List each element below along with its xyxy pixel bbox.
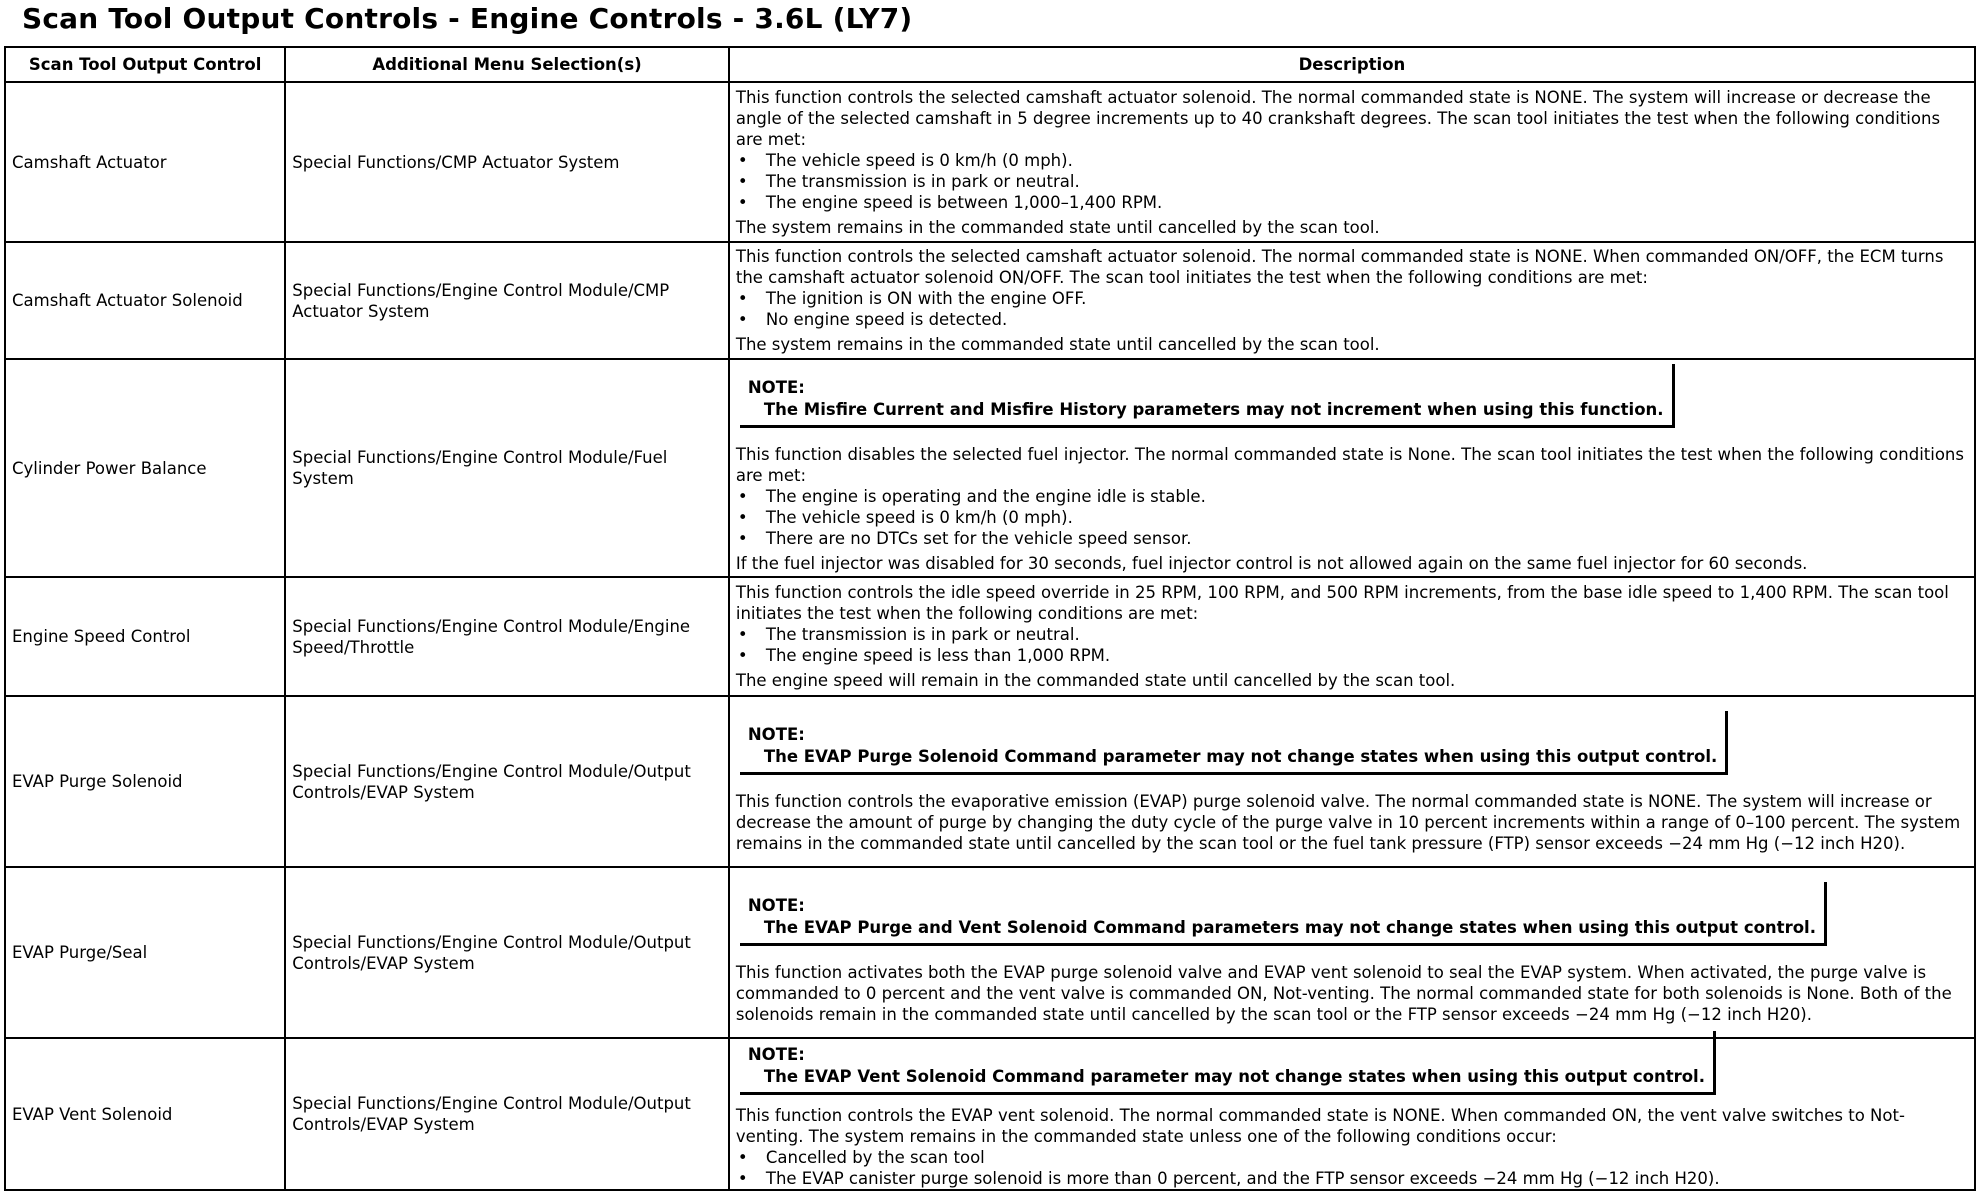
description-intro: This function controls the evaporative emission (EVAP) purge solenoid valve. The normal commanded state is NONE. The system will increase or decrease the amount of purge by changing the duty cycle of the purge valve in 10 percent increments within a range of 0–100 percent. The system remains in the commanded state until cancelled by the scan tool or the fuel tank pressure (FTP) sensor exceeds −24 mm Hg (−12 inch H20). [735, 792, 1961, 853]
header-menu: Additional Menu Selection(s) [285, 47, 729, 82]
list-item: • There are no DTCs set for the vehicle speed sensor. [736, 528, 1968, 549]
table-row [5, 359, 1975, 577]
note-label: NOTE: [747, 896, 805, 915]
table-row [5, 577, 1975, 696]
description-intro: This function disables the selected fuel injector. The normal commanded state is None. The scan tool initiates the test when the following conditions are met: [735, 445, 1964, 485]
output-controls-table [4, 46, 1976, 1191]
description-intro: This function controls the idle speed override in 25 RPM, 100 RPM, and 500 RPM increments, from the base idle speed to 1,400 RPM. The scan tool initiates the test when the following conditions are met: [735, 583, 1949, 623]
list-item: • The vehicle speed is 0 km/h (0 mph). [736, 150, 1968, 171]
description-tail: The system remains in the commanded state until cancelled by the scan tool. [735, 335, 1380, 354]
description-intro: This function controls the EVAP vent solenoid. The normal commanded state is NONE. When commanded ON, the vent valve switches to Not-venting. The system remains in the commanded state unless one of the following conditions occur: [735, 1106, 1905, 1146]
description-cell [729, 696, 1975, 867]
table-row [5, 696, 1975, 867]
note-label: NOTE: [747, 1045, 805, 1064]
control-name: EVAP Purge Solenoid [5, 696, 285, 867]
description-cell [729, 359, 1975, 577]
list-item: • The ignition is ON with the engine OFF. [736, 288, 1968, 309]
note-label: NOTE: [747, 725, 805, 744]
condition-list [736, 150, 1968, 213]
condition-list [736, 624, 1968, 666]
note-box [740, 894, 1827, 946]
description-cell [729, 82, 1975, 242]
menu-path: Special Functions/Engine Control Module/Output Controls/EVAP System [285, 867, 729, 1038]
table-row [5, 867, 1975, 1038]
note-text: The EVAP Vent Solenoid Command parameter may not change states when using this output control. [763, 1067, 1705, 1086]
note-box [740, 1043, 1716, 1095]
table-row [5, 82, 1975, 242]
note-text: The Misfire Current and Misfire History parameters may not increment when using this function. [763, 400, 1664, 419]
control-name: EVAP Purge/Seal [5, 867, 285, 1038]
list-item: • Cancelled by the scan tool [736, 1147, 1968, 1168]
description-cell [729, 242, 1975, 359]
list-item: • The vehicle speed is 0 km/h (0 mph). [736, 507, 1968, 528]
condition-list [736, 288, 1968, 330]
note-box [740, 723, 1728, 775]
table-row [5, 242, 1975, 359]
list-item: • No engine speed is detected. [736, 309, 1968, 330]
note-label: NOTE: [747, 378, 805, 397]
control-name: Camshaft Actuator Solenoid [5, 242, 285, 359]
menu-path: Special Functions/Engine Control Module/Engine Speed/Throttle [285, 577, 729, 696]
list-item: • The transmission is in park or neutral. [736, 624, 1968, 645]
menu-path: Special Functions/Engine Control Module/Fuel System [285, 359, 729, 577]
description-intro: This function controls the selected camshaft actuator solenoid. The normal commanded state is NONE. The system will increase or decrease the angle of the selected camshaft in 5 degree increments up to 40 crankshaft degrees. The scan tool initiates the test when the following conditions are met: [735, 87, 1941, 149]
description-cell [729, 867, 1975, 1038]
page-title: Scan Tool Output Controls - Engine Controls - 3.6L (LY7) [22, 2, 913, 35]
control-name: Cylinder Power Balance [5, 359, 285, 577]
list-item: • The engine speed is between 1,000–1,400 RPM. [736, 192, 1968, 213]
list-item: • The engine is operating and the engine idle is stable. [736, 486, 1968, 507]
description-tail: If the fuel injector was disabled for 30 seconds, fuel injector control is not allowed again on the same fuel injector for 60 seconds. [735, 554, 1808, 573]
note-box [740, 376, 1675, 428]
description-tail: The engine speed will remain in the commanded state until cancelled by the scan tool. [735, 671, 1456, 690]
header-description: Description [729, 47, 1975, 82]
table-header-row [5, 47, 1975, 82]
note-text: The EVAP Purge and Vent Solenoid Command parameters may not change states when using this output control. [763, 918, 1816, 937]
table-row [5, 1038, 1975, 1190]
note-text: The EVAP Purge Solenoid Command parameter may not change states when using this output control. [763, 747, 1718, 766]
list-item: • The engine speed is less than 1,000 RPM. [736, 645, 1968, 666]
description-cell [729, 1038, 1975, 1190]
condition-list [736, 1147, 1968, 1189]
list-item: • The transmission is in park or neutral. [736, 171, 1968, 192]
description-intro: This function controls the selected camshaft actuator solenoid. The normal commanded state is NONE. When commanded ON/OFF, the ECM turns the camshaft actuator solenoid ON/OFF. The scan tool initiates the test when the following conditions are met: [735, 247, 1944, 287]
description-cell [729, 577, 1975, 696]
control-name: EVAP Vent Solenoid [5, 1038, 285, 1190]
condition-list [736, 486, 1968, 549]
menu-path: Special Functions/Engine Control Module/CMP Actuator System [285, 242, 729, 359]
header-control: Scan Tool Output Control [5, 47, 285, 82]
list-item: • The EVAP canister purge solenoid is more than 0 percent, and the FTP sensor exceeds −24 mm Hg (−12 inch H20). [736, 1168, 1968, 1189]
menu-path: Special Functions/Engine Control Module/Output Controls/EVAP System [285, 1038, 729, 1190]
control-name: Camshaft Actuator [5, 82, 285, 242]
description-intro: This function activates both the EVAP purge solenoid valve and EVAP vent solenoid to seal the EVAP system. When activated, the purge valve is commanded to 0 percent and the vent valve is commanded ON, Not-venting. The normal commanded state for both solenoids is None. Both of the solenoids remain in the commanded state until cancelled by the scan tool or the FTP sensor exceeds −24 mm Hg (−12 inch H20). [735, 963, 1952, 1024]
menu-path: Special Functions/Engine Control Module/Output Controls/EVAP System [285, 696, 729, 867]
control-name: Engine Speed Control [5, 577, 285, 696]
menu-path: Special Functions/CMP Actuator System [285, 82, 729, 242]
description-tail: The system remains in the commanded state until cancelled by the scan tool. [735, 217, 1380, 237]
